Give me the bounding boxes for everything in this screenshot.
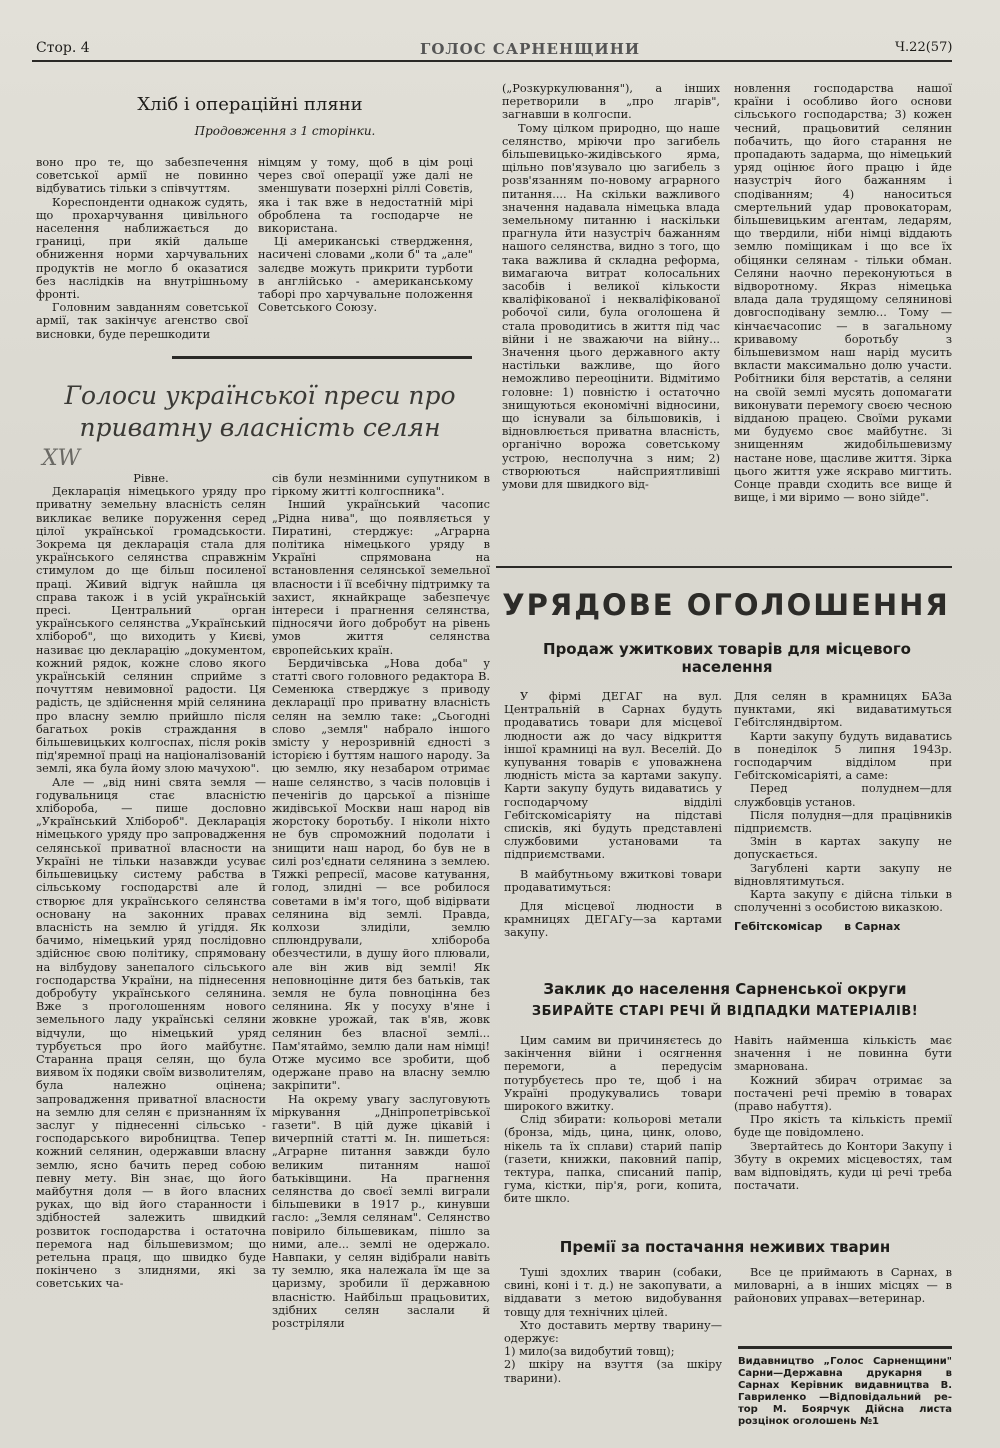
paragraph: Змін в картах закупу не допускається.: [734, 835, 952, 862]
paragraph: Тому цілком природно, що наше селянство, мріючи про загибель більшевицько-жидівського ярма, щільно пов'язувало цю загибель з розв'язанням по-новому аграрного питання.... На скільки важливого значення надавала німецька влада земельному питанню і наскільки прагнула йти назустріч бажанням нашого селянства, видно з того, що така важлива й складна реформа, вимагаюча витрат колосальних засобів і великої кількости кваліфікованої і некваліфікованої робочої сили, була оголошена й стала проводитись в життя під час війни і не зважаючи на війну... Значення цього державного акту настільки важливе, що його неможливо переоцінити. Відмітимо головне: 1) повністю і остаточно знищуються економічні відносини, що існували за більшовиків, і відновлюється приватна власність, органічно ворожа советському устрою, несполучна з ним; 2) створюються найсприятливіші умови для швидкого від-: [502, 121, 720, 492]
paragraph: Перед полуднем—для службовців установ.: [734, 782, 952, 809]
article2-col3: [502, 82, 720, 491]
signature-place: в Сарнах: [844, 920, 901, 934]
paragraph: Кореспонденти однакож судять, що прохарчування цивільного населення наближається до границі, при якій дальше обниження норми харчувальних продуктів не могло б оказатися без наслідків на внутрішньому фронті.: [36, 195, 248, 302]
issue-number: Ч.22(57): [895, 40, 953, 55]
page-number: Стор. 4: [36, 40, 90, 56]
dateline: Рівне.: [133, 472, 169, 485]
article1-col1: [36, 156, 248, 341]
premiums-title: Премії за постачання неживих тварин: [559, 1238, 891, 1256]
paragraph: новлення господарства нашої країни і особливо його основи сільського господарства; 3) кожен чесний, працьовитий селянин побачить, що його старання не пропадають задарма, що німецький уряд оцінює його працю і йде назустріч його бажанням і сподіванням; 4) наноситься смертельний удар провокаторам, більшевицьким агентам, ледарям, що твердили, ніби німці віддають землю поміщикам і що все їх обіцянки селянам - тільки обман. Селяни наочно переконуються в відворотному. Якраз німецька влада дала трудящому селянинові довгосподівану землю... Тому — кінчаєчасопис — в загальному кривавому боротьбу з більшевизмом наш нарід мусить вкласти максимально долю участи. Робітники біля верстатів, а селяни на своїй землі мусять допомагати виконувати перемогу своєю чесною відданою працею. Своїми руками ми будуємо своє майбутнє. Зі знищенням жидобільшевизму настане нове, щасливе життя. Зірка цього життя уже яскраво мигтить. Сонце правди сходить все вище й вище, і ми віримо — воно зійде".: [734, 82, 952, 505]
paragraph: Все це приймають в Сарнах, в миловарні, а в інших місцях — в районових управах—ветеринар.: [734, 1266, 952, 1306]
paragraph: 1) мило(за видобутий товщ);: [504, 1345, 675, 1359]
paragraph: сів були незмінними супутником в гіркому житті колгоспника".: [272, 472, 490, 499]
paragraph: Для місцевої людности в крамницях ДЕГАГу—за картами закупу.: [504, 900, 722, 940]
paragraph: Навіть найменша кількість має значення і не повинна бути змарнована.: [734, 1034, 952, 1074]
sale-col-left: [504, 690, 722, 940]
paragraph: Карти закупу будуть видаватись в понеділок 5 липня 1943р. господарчим відділом при Гебітскомісаріяті, а саме:: [734, 729, 952, 783]
paragraph: На окрему увагу заслуговують міркування „Дніпропетрівської газети". В цій дуже цікавій і вичерпній статті м. Ін. пишеться: „Аграрне питання завжди було великим питанням нашої батьківщини. На прагнення селянства до своєї землі виграли більшевики в 1917 р., кинувши гасло: „Земля селянам". Селянство повірило більшевикам, пішло за ними, але... землі не одержало. Навпаки, у селян відібрали навіть ту землю, яка належала їм ще за царизму, зробили її державною власністю. Найбільш працьовитих, здібних селян заслали й розстріляли: [272, 1092, 490, 1330]
announcement-banner: УРЯДОВЕ ОГОЛОШЕННЯ: [502, 588, 950, 622]
appeal-col-right: [734, 1034, 952, 1192]
premiums-col-left: [504, 1266, 722, 1385]
sale-signature: [734, 920, 952, 933]
article2-col4: [734, 82, 952, 505]
paragraph: Цим самим ви причиняєтесь до закінчення війни і осягнення перемоги, а передусім потурбуєтесь про те, щоб і на Україні продукувались товари широкого вжитку.: [504, 1034, 722, 1114]
newspaper-title: ГОЛОС САРНЕНЩИНИ: [420, 40, 641, 58]
premiums-col-right: [734, 1266, 952, 1306]
paragraph: Після полудня—для працівників підприємств.: [734, 808, 952, 836]
article2-title: [40, 380, 480, 444]
appeal-title: Заклик до населення Сарненської округи: [543, 980, 907, 998]
paragraph: Слід збирати: кольорові метали (бронза, мідь, цина, цинк, олово, нікель та їх сплави) старий папір (газети, книжки, паковний папір, тектура, папка, списаний папір, гума, кістки, пір'я, роги, копита, бите шкло.: [504, 1113, 722, 1206]
article1-col2: [258, 156, 473, 314]
sale-col-right: [734, 690, 952, 934]
appeal-col-left: [504, 1034, 722, 1206]
article2-col1: [36, 472, 266, 1291]
handwritten-mark: XW: [42, 446, 81, 471]
announcement-top-rule: [496, 566, 952, 568]
article2-title-line1: Голоси української преси про: [64, 381, 456, 410]
imprint: Видавництво „Голос Сарненщини" Сарни—Державна друкарня в Сарнах Керівник видавництва В. Гавриленко —Відповідальний ре-тор М. Боярчук Дійсна листа розцінок оголошень №1: [738, 1356, 952, 1427]
appeal-subtitle: ЗБИРАЙТЕ СТАРІ РЕЧІ Й ВІДПАДКИ МАТЕРІАЛІВ!: [531, 1004, 919, 1019]
paragraph: Бердичівська „Нова доба" у статті свого головного редактора В. Семенюка стверджує з приводу декларації про приватну власність селян на землю таке: „Сьогодні слово „земля" набрало іншого змісту у нерозривній єдності з історією і буттям нашого народу. За цю землю, яку незабаром отримає наше селянство, з часів половців і печенігів до царської а пізніше жидівської Москви наш народ вів жорстоку боротьбу. І ніколи ніхто не був спроможний подолати і знищити наш народ, бо був не в силі роз'єднати селянина з землею. Тяжкі репресії, масове катування, голод, злидні — все робилося советами в ім'я того, щоб відірвати селянина від землі. Правда, колхози злиділи, землю сплюндрували, хлібороба обезчестили, в душу його плювали, але він жив від землі! Як неповноцінне дитя без батьків, так земля не була повноцінна без селянина. Як у посуху в'яне і жовкне урожай, так в'яв, жовк селянин без власної землі... Пам'ятаймо, землю дали нам німці! Отже мусимо все зробити, щоб одержане право на власну землю закріпити".: [272, 656, 490, 1093]
article1-subtitle: Продовження з 1 сторінки.: [194, 124, 376, 138]
header-rule: [32, 60, 952, 62]
paragraph: В майбутньому вжиткові товари продаватимуться:: [504, 867, 722, 894]
paragraph: Інший український часопис „Рідна нива", що появляється у Пиратині, стерджує: „Аграрна політика німецького уряду в Україні спрямована на встановлення селянської земельної власности і її всебічну підтримку та захист, якнайкраще забезпечує інтереси і прагнення селянства, підносячи його добробут на рівень умов життя селянства європейських країн.: [272, 498, 490, 657]
article2-title-line2: приватну власність селян: [79, 413, 441, 442]
article1-title: Хліб і операційні пляни: [137, 94, 363, 115]
paragraph: 2) шкіру на взуття (за шкіру тварини).: [504, 1358, 722, 1385]
article2-col2: [272, 472, 490, 1330]
paragraph: Загублені карти закупу не відновлятимуться.: [734, 861, 952, 888]
paragraph: Про якість та кількість премії буде ще повідомлено.: [734, 1113, 952, 1140]
paragraph: Туші здохлих тварин (собаки, свині, коні і т. д.) не закопувати, а віддавати з метою видобування товщу для технічних цілей.: [504, 1266, 722, 1319]
paragraph: („Розкуркулювання"), а інших перетворили в „про лгарів", загнавши в колгоспи.: [502, 82, 720, 122]
paragraph: У фірмі ДЕГАГ на вул. Центральній в Сарнах будуть продаватись товари для місцевої людности аж до часу відкриття іншої крамниці на вул. Веселій. До купування товарів є уповажнена людність міста за картами закупу. Карти закупу будуть видаватись у господарчому відділі Гебітскомісаріяту на підставі списків, які будуть представлені службовими установами та підприємствами.: [504, 690, 722, 862]
paragraph: Декларація німецького уряду про приватну земельну власність селян викликає велике поруження серед цілої української громадськости. Зокрема ця декларація стала для українського селянства справжнім стимулом до ще більш посиленої праці. Живий відгук найшла ця справа також і в усій українській пресі. Центральний орган українського селянства „Український хлібороб", що виходить у Києві, називає цю декларацію „документом, кожний рядок, кожне слово якого українській селянин сприйме з почуттям невимовної радости. Ця радість, це здійснення мрій селянина про власну землю прийшло після багатьох років страждання в більшевицьких колгоспах, після років під'яремної праці на націоналізованій землі, яка була йому злою мачухою".: [36, 485, 266, 776]
section-divider: [172, 356, 472, 359]
sale-title: Продаж ужиткових товарів для місцевого населення: [543, 640, 911, 676]
paragraph: німцям у тому, щоб в цім році через свої операції уже далі не зменшувати позерхні ріллі Совєтів, яка і так вже в недостатній мірі оброблена та господарче не використана.: [258, 156, 473, 236]
paragraph: Звертайтесь до Контори Закупу і Збуту в окремих місцевостях, там вам відповідять, куди ці речі треба постачати.: [734, 1139, 952, 1193]
paragraph: Ці американські ствердження, насичені словами „коли б" та „але" залєдве можуть прикрити турботи в англійсько - американському таборі про харчувальне положення Советського Союзу.: [258, 235, 473, 315]
paragraph: Кожний збирач отримає за постачені речі премію в товарах (право набуття).: [734, 1073, 952, 1114]
imprint-rule: [738, 1346, 952, 1349]
paragraph: воно про те, що забезпечення советської армії не повинно відбуватись тільки з співчуттям.: [36, 156, 248, 196]
paragraph: Головним завданням советської армії, так закінчує агенство свої висновки, буде перешкодити: [36, 301, 248, 341]
paragraph: Але — „від нині свята земля — годувальниця стає власністю хлібороба, — пише дословно „Український Хлібороб". Декларація німецького уряду про запровадження селянської приватної власности на Україні не тільки назавжди усуває більшевицьку систему рабства в сільському господарстві але й створює для українського селянства основану на законних правах власність на землю й угіддя. Як бачимо, німецький уряд послідовно здійснює свою політику, спрямовану на вілбудову занепалого сільського господарства України, на піднесення добробуту українського селянина. Вже з проголошенням нового земельного ладу українські селяни відчули, що німецький уряд турбується про його майбутнє. Старанна праця селян, що була виявом їх подяки своїм визволителям, була належно оцінена; запровадження приватної власности на землю для селян є признанням їх заслуг у піднесенні сільсько - господарського виробництва. Тепер кожний селянин, одержавши власну землю, ясно бачить перед собою певну мету. Він знає, що його майбутня доля — в його власних руках, що від його старанности і здібностей залежить швидкий розвиток господарства і остаточна перемога над більшевизмом; що ретельна праця, що швидко буде покінчено з злиднями, які за советських ча-: [36, 775, 266, 1291]
paragraph: Для селян в крамницях БАЗа пунктами, які видаватимуться Гебітсляндвіртом.: [734, 690, 952, 730]
paragraph: Карта закупу є дійсна тільки в сполученні з особистою виказкою.: [734, 888, 952, 915]
paragraph: Хто доставить мертву тварину—одержує:: [504, 1318, 722, 1346]
signature-role: Гебітскомісар: [734, 920, 823, 934]
